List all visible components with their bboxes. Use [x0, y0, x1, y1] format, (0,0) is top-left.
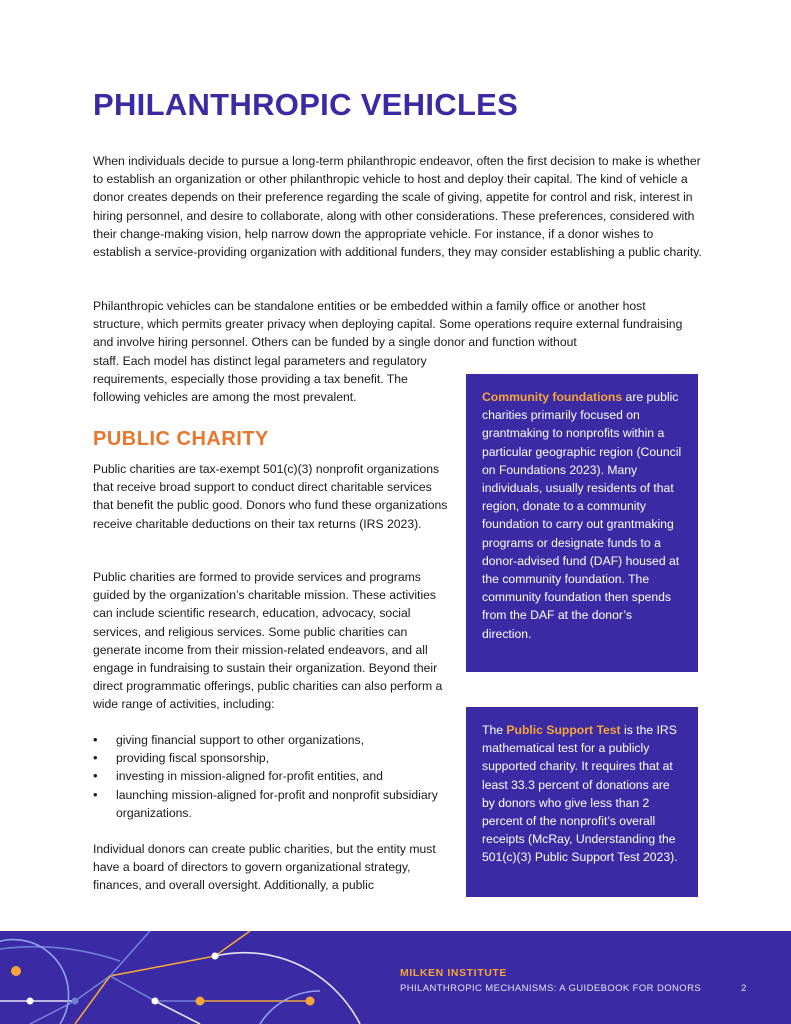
- callout-prefix-text: The: [482, 723, 507, 737]
- intro-paragraph-2-bottom: staff. Each model has distinct legal parameters and regulatory requirements, especially those providing a tax benefit. The following vehicles are among the most prevalent.: [93, 354, 427, 405]
- network-node: [27, 998, 34, 1005]
- page-title: PHILANTHROPIC VEHICLES: [93, 87, 519, 122]
- callout-highlight-term: Community foundations: [482, 390, 623, 404]
- bullet-item: • launching mission-aligned for-profit and nonprofit subsidiary organizations.: [93, 786, 443, 822]
- callout-highlight-term: Public Support Test: [506, 723, 621, 737]
- public-charity-paragraph-1: Public charities are tax-exempt 501(c)(3) nonprofit organizations that receive broad support to conduct direct charitable services that benefit the public good. Donors who fund these organizations receive charitable deductions on their tax returns (IRS 2023).: [93, 462, 448, 531]
- callout-body-text: are public charities primarily focused on grantmaking to nonprofits within a particular geographic region (Council on Foundations 2023). Many individuals, usually residents of that region, donate to a community foundation to carry out grantmaking programs or designate funds to a donor-advised fund (DAF) housed at the community foundation. The community foundation then spends from the DAF at the donor’s direction.: [482, 390, 682, 641]
- activities-bullet-list: [93, 731, 443, 822]
- page-footer: [0, 931, 791, 1024]
- network-node: [72, 998, 79, 1005]
- public-charity-paragraph-2: Public charities are formed to provide services and programs guided by the organization’s charitable mission. These activities can include scientific research, education, advocacy, social services, and religious services. Some public charities can generate income from their mission-related endeavors, and all engage in fundraising to sustain their organization. Beyond their direct programmatic offerings, public charities can also perform a wide range of activities, including:: [93, 570, 443, 712]
- callout-body-text: is the IRS mathematical test for a publicly supported charity. It requires that at least 33.3 percent of donations are by donors who give less than 2 percent of the nonprofit’s overall receipts (McRay, Understanding the 501(c)(3) Public Support Test 2023).: [482, 723, 678, 865]
- network-node: [196, 997, 205, 1006]
- footer-page-number: 2: [741, 983, 747, 994]
- bullet-item: • giving financial support to other organizations,: [93, 731, 443, 749]
- bullet-item: • investing in mission-aligned for-profit entities, and: [93, 767, 443, 785]
- footer-document-title: PHILANTHROPIC MECHANISMS: A GUIDEBOOK FOR DONORS: [400, 983, 702, 994]
- footer-network-graphic: [0, 931, 791, 1024]
- bullet-item: • providing fiscal sponsorship,: [93, 749, 443, 767]
- footer-org-name: MILKEN INSTITUTE: [400, 967, 508, 979]
- intro-paragraph-1: When individuals decide to pursue a long-term philanthropic endeavor, often the first decision to make is whether to establish an organization or other philanthropic vehicle to host and deploy their capital. The kind of vehicle a donor creates depends on their preference regarding the scale of giving, appetite for control and risk, interest in hiring personnel, and desire to collaborate, along with other considerations. These preferences, considered with their change-making vision, help narrow down the appropriate vehicle. For instance, if a donor wishes to establish a service-providing organization with additional funders, they may consider establishing a public charity.: [93, 154, 702, 260]
- network-node: [212, 953, 219, 960]
- network-node: [152, 998, 159, 1005]
- section-heading-public-charity: PUBLIC CHARITY: [93, 428, 269, 450]
- callout-community-foundations: [466, 374, 698, 672]
- public-charity-paragraph-3: Individual donors can create public charities, but the entity must have a board of directors to govern organizational strategy, finances, and overall oversight. Additionally, a public: [93, 842, 436, 893]
- callout-public-support-test: [466, 707, 698, 897]
- network-node: [11, 966, 21, 976]
- network-node: [306, 997, 315, 1006]
- intro-paragraph-2-top: Philanthropic vehicles can be standalone entities or be embedded within a family office or another host structure, which permits greater privacy when deploying capital. Some operations require external fundraising and involve hiring personnel. Others can be funded by a single donor and function without: [93, 299, 683, 350]
